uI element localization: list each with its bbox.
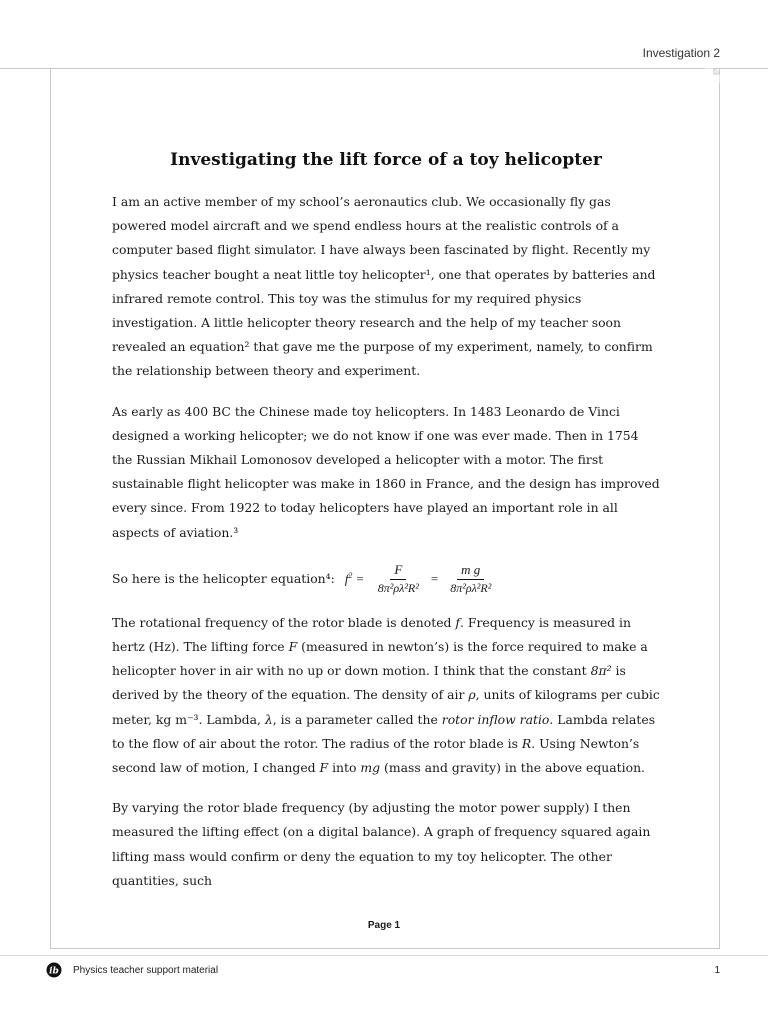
document-title: Investigating the lift force of a toy helicopter xyxy=(170,150,602,170)
equation-intro: So here is the helicopter equation⁴: xyxy=(112,571,335,587)
equation-denominator-2: 8π²ρλ²R² xyxy=(450,580,492,595)
ib-logo-icon xyxy=(46,962,62,978)
equation-fraction-1 xyxy=(374,562,423,596)
helicopter-equation: $f^2$ = $\frac{F}{\text{8π²ρλ²R²}}$ = $\frac{\text{m g}}{\text{8π²ρλ²R²}}$ xyxy=(345,562,502,596)
footer-label: Physics teacher support material xyxy=(73,965,219,976)
equation-lhs: $f^2$ xyxy=(344,570,353,586)
svg-text:ib: ib xyxy=(49,966,59,977)
document-content xyxy=(112,150,660,909)
equation-numerator-1: F xyxy=(390,562,406,580)
paragraph-method: By varying the rotor blade frequency (by adjusting the motor power supply) I then measured the lifting effect (on a digital balance). A graph of frequency squared again lifting mass would confirm or deny the equation to my toy helicopter. The other quantities, such xyxy=(112,800,651,888)
equation-line xyxy=(112,561,660,597)
equation-denominator-1: 8π²ρλ²R² xyxy=(377,580,419,595)
paragraph-variables: The rotational frequency of the rotor blade is denoted f. Frequency is measured in hertz (Hz). The lifting force F (measured in newton’s) is the force required to make a helicopter hover in air with no up or down motion. I think that the constant 8π² is derived by the theory of the equation. The density of air ρ, units of kilograms per cubic meter, kg m⁻³. Lambda, λ, is a parameter called the rotor inflow ratio. Lambda relates to the flow of air about the rotor. The radius of the rotor blade is R. Using Newton’s second law of motion, I changed F into mg (mass and gravity) in the above equation. xyxy=(112,614,660,776)
paragraph-history: As early as 400 BC the Chinese made toy helicopters. In 1483 Leonardo de Vinci designed a working helicopter; we do not know if one was ever made. Then in 1754 the Russian Mikhail Lomonosov developed a helicopter with a motor. The first sustainable flight helicopter was make in 1860 in France, and the design has improved every since. From 1922 to today helicopters have played an important role in all aspects of aviation.³ xyxy=(112,403,660,540)
page-fold-icon xyxy=(704,68,720,84)
footer-divider xyxy=(0,955,768,956)
page-number-label: Page 1 xyxy=(367,920,401,931)
paragraph-intro: I am an active member of my school’s aeronautics club. We occasionally fly gas powered model aircraft and we spend endless hours at the realistic controls of a computer based flight simulator. I have always been fascinated by flight. Recently my physics teacher bought a neat little toy helicopter¹, one that operates by batteries and infrared remote control. This toy was the stimulus for my required physics investigation. A little helicopter theory research and the help of my teacher soon revealed an equation² that gave me the purpose of my experiment, namely, to confirm the relationship between theory and experiment. xyxy=(112,194,656,379)
equation-fraction-2 xyxy=(446,562,495,596)
equation-numerator-2: m g xyxy=(457,562,484,580)
header-label: Investigation 2 xyxy=(642,46,720,60)
footer-page-number: 1 xyxy=(714,965,720,976)
